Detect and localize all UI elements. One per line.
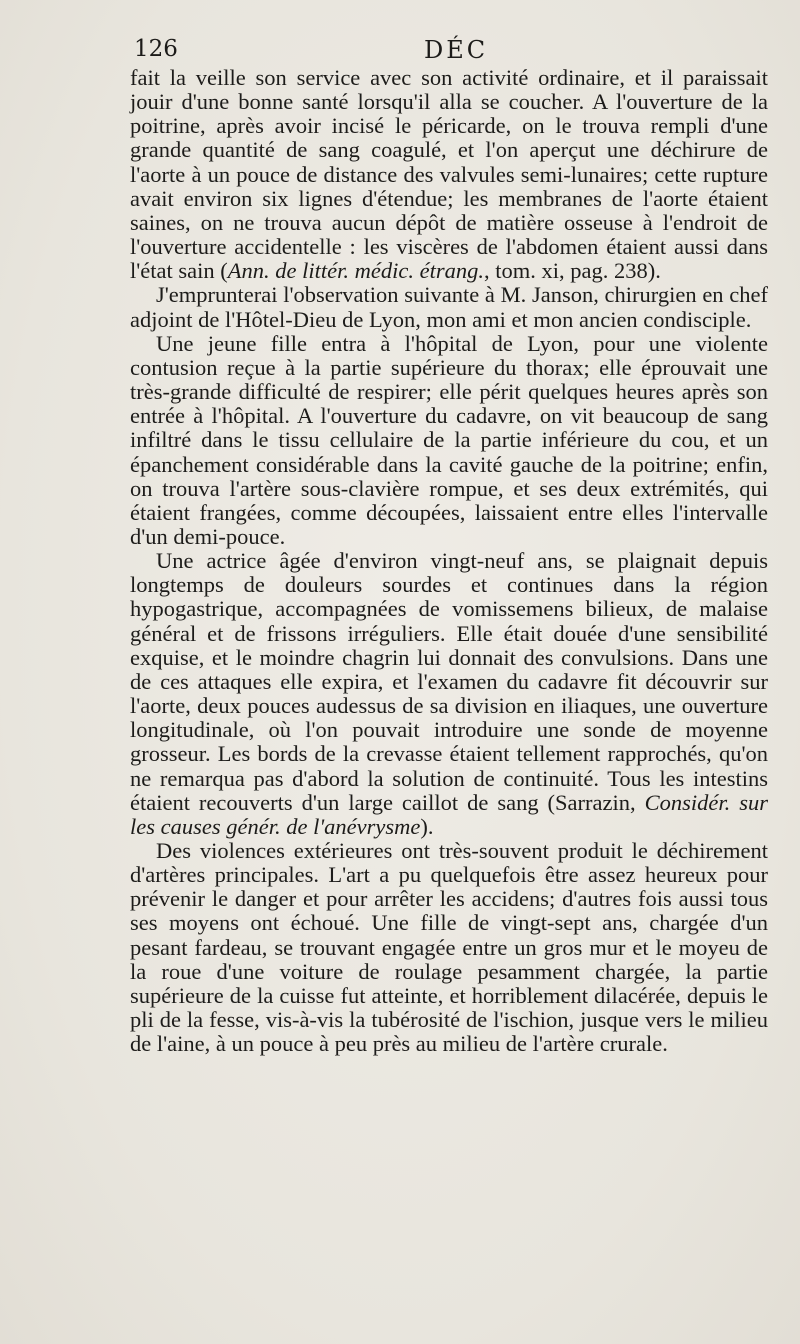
paragraph-1-text: fait la veille son service avec son activité ordinaire, et il paraissait jouir d'une bonne santé lorsqu'il alla se coucher. A l'ouverture de la poitrine, après avoir incisé le péricarde, on le trouva rempli d'une grande quantité de sang coagulé, et l'on aperçut une déchirure de l'aorte à un pouce de distance des valvules semi-lunaires; cette rupture avait environ six lignes d'étendue; les membranes de l'aorte étaient saines, on ne trouva aucun dépôt de matière osseuse à l'endroit de l'ouverture accidentelle : les viscères de l'abdomen étaient aussi dans l'état sain (	[130, 65, 768, 284]
paragraph-5-text: Des violences extérieures ont très-souvent produit le déchirement d'artères principales. L'art a pu quelquefois être assez heureux pour prévenir le danger et pour arrêter les accidens; d'autres fois aussi tous ses moyens ont échoué. Une fille de vingt-sept ans, chargée d'un pesant fardeau, se trouvant engagée entre un gros mur et le moyeu de la roue d'une voiture de roulage pesamment chargée, la partie supérieure de la cuisse fut atteinte, et horriblement dilacérée, depuis le pli de la fesse, vis-à-vis la tubérosité de l'ischion, jusque vers le milieu de l'aine, à un pouce à peu près au milieu de l'artère crurale.	[130, 838, 768, 1057]
page-number: 126	[134, 36, 178, 62]
paragraph-4-tail: ).	[420, 813, 434, 839]
paragraph-2	[130, 283, 768, 331]
paragraph-4	[130, 549, 768, 839]
paragraph-5	[130, 839, 768, 1056]
citation-ann-litter-medic: Ann. de littér. médic. étrang.	[227, 258, 484, 284]
paragraph-3-text: Une jeune fille entra à l'hôpital de Lyon, pour une violente contusion reçue à la partie supérieure du thorax; elle éprouvait une très-grande difficulté de respirer; elle périt quelques heures après son entrée à l'hôpital. A l'ouverture du cadavre, on vit beaucoup de sang infiltré dans le tissu cellulaire de la partie inférieure du cou, et un épanchement considérable dans la cavité gauche de la poitrine; enfin, on trouva l'artère sous-clavière rompue, et ses deux extrémités, qui étaient frangées, comme découpées, laissaient entre elles l'intervalle d'un demi-pouce.	[130, 330, 768, 549]
paragraph-2-text: J'emprunterai l'observation suivante à M. Janson, chirurgien en chef adjoint de l'Hôtel-Dieu de Lyon, mon ami et mon ancien condisciple.	[130, 282, 768, 332]
paragraph-1-tail: , tom. xi, pag. 238).	[483, 258, 661, 284]
citation-considerations-anevrysme: Considér. sur les causes génér. de l'anévrysme	[130, 789, 768, 839]
paragraph-1	[130, 66, 768, 283]
running-head: DÉC	[424, 36, 489, 64]
paragraph-4-text: Une actrice âgée d'environ vingt-neuf ans, se plaignait depuis longtemps de douleurs sourdes et continues dans la région hypogastrique, accompagnées de vomissemens bilieux, de malaise général et de frissons irréguliers. Elle était douée d'une sensibilité exquise, et le moindre chagrin lui donnait des convulsions. Dans une de ces attaques elle expira, et l'examen du cadavre fit découvrir sur l'aorte, deux pouces audessus de sa division en iliaques, une ouverture longitudinale, où l'on pouvait introduire une sonde de moyenne grosseur. Les bords de la crevasse étaient tellement rapprochés, qu'on ne remarqua pas d'abord la solution de continuité. Tous les intestins étaient recouverts d'un large caillot de sang (Sarrazin,	[130, 548, 768, 815]
body-text	[130, 66, 768, 1056]
paragraph-3	[130, 332, 768, 549]
